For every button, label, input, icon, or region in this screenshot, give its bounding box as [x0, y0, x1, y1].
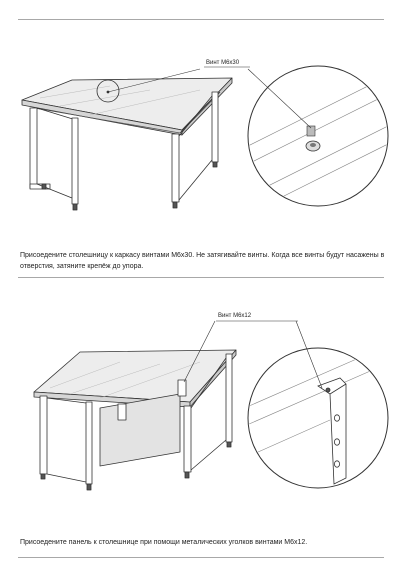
middle-divider — [18, 277, 384, 278]
bottom-divider — [18, 557, 384, 558]
step1-magnified-detail — [240, 66, 400, 218]
step1-desk-drawing — [22, 78, 232, 210]
step2-callout-label: Винт M6x12 — [218, 313, 252, 319]
step2-caption: Присоедените панель к столешнице при помощи металических уголков винтами M6x12. — [20, 539, 308, 546]
step1-caption: Присоедените столешницу к каркасу винтами M6x30. Не затягивайте винты. Когда все винты будут насажены в отверстия, затяните крепёж до упора. — [20, 252, 385, 270]
step1-illustration — [0, 0, 404, 240]
step2-illustration — [0, 290, 404, 530]
step2-desk-drawing — [34, 350, 236, 490]
step1-callout-label: Винт M6x30 — [206, 60, 240, 66]
step2-magnified-detail — [240, 321, 400, 488]
